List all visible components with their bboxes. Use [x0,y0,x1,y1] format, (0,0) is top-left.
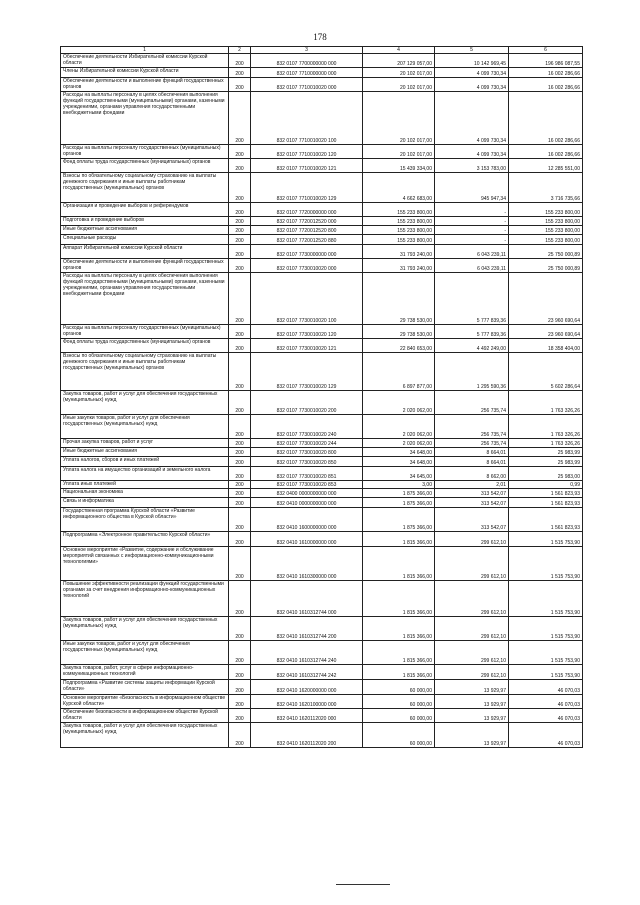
row-approved-amount-cell: 34 648,00 [363,457,435,467]
table-row [61,457,583,467]
table-row [61,695,583,709]
table-row [61,617,583,641]
row-executed-amount-cell: 313 542,07 [435,498,509,508]
header-cell: 5 [435,47,509,54]
row-executed-amount-cell: 13 929,97 [435,709,509,723]
row-name-cell: Расходы на выплаты персоналу в целях обеспечения выполнения функций государственными (муниципальными) органами, казенными учреждениями, органами управления государственными внебюджетными фондами [61,273,229,325]
row-approved-amount-cell: 20 102 017,00 [363,68,435,78]
row-executed-amount-cell: 256 735,74 [435,439,509,448]
row-approved-amount-cell: 31 793 240,00 [363,259,435,273]
row-name-cell: Фонд оплаты труда государственных (муниципальных) органов [61,339,229,353]
row-executed-amount-cell: 1 295 590,36 [435,353,509,391]
table-row [61,498,583,508]
row-remaining-amount-cell: 25 750 000,89 [509,259,583,273]
table-row [61,92,583,145]
table-row [61,78,583,92]
row-classification-code-cell: 832 0107 7730010020 244 [251,439,363,448]
row-name-cell: Обеспечение деятельности Избирательной комиссии Курской области [61,54,229,68]
row-name-cell: Расходы на выплаты персоналу в целях обеспечения выполнения функций государственными (муниципальными) органами, казенными учреждениями, органами управления государственными внебюджетными фондами [61,92,229,145]
row-remaining-amount-cell: 155 233 800,00 [509,203,583,217]
row-classification-code-cell: 832 0107 7730010020 853 [251,481,363,489]
row-approved-amount-cell: 20 102 017,00 [363,92,435,145]
row-budget-code-cell: 200 [229,489,251,498]
row-executed-amount-cell: 3 153 783,00 [435,159,509,173]
row-remaining-amount-cell: 12 285 551,00 [509,159,583,173]
row-remaining-amount-cell: 1 763 326,26 [509,391,583,415]
row-approved-amount-cell: 60 000,00 [363,695,435,709]
row-executed-amount-cell: 8 662,00 [435,467,509,481]
row-classification-code-cell: 832 0107 7730010020 200 [251,391,363,415]
row-name-cell: Связь и информатика [61,498,229,508]
row-executed-amount-cell: 13 929,97 [435,680,509,695]
row-remaining-amount-cell: 196 986 087,55 [509,54,583,68]
row-executed-amount-cell: 256 735,74 [435,415,509,439]
row-approved-amount-cell: 155 233 800,00 [363,217,435,226]
row-budget-code-cell: 200 [229,339,251,353]
row-classification-code-cell: 832 0410 0000000000 000 [251,498,363,508]
row-approved-amount-cell: 15 439 334,00 [363,159,435,173]
row-budget-code-cell: 200 [229,259,251,273]
row-budget-code-cell: 200 [229,439,251,448]
row-name-cell: Подпрограмма «Развитие системы защиты информации Курской области» [61,680,229,695]
row-classification-code-cell: 832 0107 7710010020 121 [251,159,363,173]
row-classification-code-cell: 832 0410 1610312744 242 [251,665,363,680]
table-row [61,353,583,391]
budget-execution-table [60,46,583,748]
row-classification-code-cell: 832 0107 7730010020 240 [251,415,363,439]
row-name-cell: Организация и проведение выборов и референдумов [61,203,229,217]
header-cell: 2 [229,47,251,54]
table-row [61,203,583,217]
table-row [61,173,583,203]
row-budget-code-cell: 200 [229,665,251,680]
row-budget-code-cell: 200 [229,203,251,217]
row-name-cell: Члены Избирательной комиссии Курской области [61,68,229,78]
row-executed-amount-cell: 299 612,10 [435,665,509,680]
row-classification-code-cell: 832 0107 7730010020 000 [251,259,363,273]
row-executed-amount-cell: 13 929,97 [435,723,509,748]
row-classification-code-cell: 832 0410 1620112020 200 [251,723,363,748]
row-remaining-amount-cell: 46 070,03 [509,709,583,723]
row-budget-code-cell: 200 [229,448,251,457]
row-approved-amount-cell: 1 875 366,00 [363,498,435,508]
row-approved-amount-cell: 31 793 240,00 [363,245,435,259]
row-classification-code-cell: 832 0410 1610312744 000 [251,581,363,617]
row-executed-amount-cell: 313 542,07 [435,489,509,498]
row-remaining-amount-cell: 25 983,00 [509,467,583,481]
row-remaining-amount-cell: 16 002 286,66 [509,145,583,159]
table-row [61,273,583,325]
row-approved-amount-cell: 1 815 366,00 [363,547,435,581]
row-remaining-amount-cell: 3 716 735,66 [509,173,583,203]
table-row [61,259,583,273]
row-classification-code-cell: 832 0107 7720012520 800 [251,226,363,235]
row-executed-amount-cell: 299 612,10 [435,617,509,641]
row-name-cell: Уплата налога на имущество организаций и земельного налога [61,467,229,481]
row-name-cell: Подготовка и проведение выборов [61,217,229,226]
row-budget-code-cell: 200 [229,273,251,325]
row-executed-amount-cell: 2,01 [435,481,509,489]
row-approved-amount-cell: 60 000,00 [363,680,435,695]
table-row [61,68,583,78]
row-approved-amount-cell: 1 815 366,00 [363,665,435,680]
row-budget-code-cell: 200 [229,245,251,259]
row-budget-code-cell: 200 [229,467,251,481]
row-name-cell: Расходы на выплаты персоналу государственных (муниципальных) органов [61,325,229,339]
row-remaining-amount-cell: 155 233 800,00 [509,217,583,226]
row-classification-code-cell: 832 0410 1620112020 000 [251,709,363,723]
table-row [61,415,583,439]
row-approved-amount-cell: 29 738 530,00 [363,273,435,325]
row-approved-amount-cell: 155 233 800,00 [363,203,435,217]
row-classification-code-cell: 832 0107 7730000000 000 [251,245,363,259]
table-row [61,581,583,617]
row-remaining-amount-cell: 25 750 000,89 [509,245,583,259]
row-budget-code-cell: 200 [229,78,251,92]
header-cell: 6 [509,47,583,54]
header-row [61,47,583,54]
row-budget-code-cell: 200 [229,391,251,415]
row-executed-amount-cell: - [435,203,509,217]
row-classification-code-cell: 832 0107 7730010020 100 [251,273,363,325]
row-classification-code-cell: 832 0410 1620000000 000 [251,680,363,695]
row-name-cell: Основное мероприятие «Безопасность в информационном обществе Курской области» [61,695,229,709]
row-budget-code-cell: 200 [229,481,251,489]
table-row [61,680,583,695]
table-row [61,641,583,665]
row-remaining-amount-cell: 16 002 286,66 [509,68,583,78]
row-classification-code-cell: 832 0400 0000000000 000 [251,489,363,498]
row-remaining-amount-cell: 1 763 326,26 [509,439,583,448]
table-row [61,448,583,457]
row-classification-code-cell: 832 0410 1600000000 000 [251,508,363,532]
row-budget-code-cell: 200 [229,617,251,641]
row-remaining-amount-cell: 16 002 286,66 [509,92,583,145]
row-approved-amount-cell: 2 020 062,00 [363,439,435,448]
row-budget-code-cell: 200 [229,457,251,467]
row-executed-amount-cell: 4 099 730,34 [435,145,509,159]
row-name-cell: Уплата иных платежей [61,481,229,489]
row-classification-code-cell: 832 0107 7730010020 850 [251,457,363,467]
row-approved-amount-cell: 1 815 366,00 [363,617,435,641]
row-budget-code-cell: 200 [229,68,251,78]
row-remaining-amount-cell: 1 515 753,90 [509,581,583,617]
row-classification-code-cell: 832 0410 1610312744 200 [251,617,363,641]
row-name-cell: Иные бюджетные ассигнования [61,448,229,457]
row-budget-code-cell: 200 [229,235,251,245]
row-remaining-amount-cell: 25 983,99 [509,448,583,457]
row-name-cell: Фонд оплаты труда государственных (муниципальных) органов [61,159,229,173]
row-remaining-amount-cell: 155 233 800,00 [509,226,583,235]
row-budget-code-cell: 200 [229,226,251,235]
row-remaining-amount-cell: 25 983,99 [509,457,583,467]
row-name-cell: Закупка товаров, работ и услуг для обеспечения государственных (муниципальных) нужд [61,391,229,415]
table-row [61,325,583,339]
row-approved-amount-cell: 1 815 366,00 [363,581,435,617]
table-row [61,217,583,226]
row-budget-code-cell: 200 [229,641,251,665]
row-approved-amount-cell: 6 897 877,00 [363,353,435,391]
row-executed-amount-cell: 5 777 839,36 [435,325,509,339]
row-name-cell: Уплата налогов, сборов и иных платежей [61,457,229,467]
row-name-cell: Прочая закупка товаров, работ и услуг [61,439,229,448]
row-executed-amount-cell: 4 099 730,34 [435,68,509,78]
row-classification-code-cell: 832 0410 1610300000 000 [251,547,363,581]
row-executed-amount-cell: 299 612,10 [435,532,509,547]
row-approved-amount-cell: 3,00 [363,481,435,489]
row-executed-amount-cell: 10 142 969,45 [435,54,509,68]
table-row [61,245,583,259]
row-name-cell: Закупка товаров, работ и услуг для обеспечения государственных (муниципальных) нужд [61,723,229,748]
row-budget-code-cell: 200 [229,581,251,617]
row-executed-amount-cell: 256 735,74 [435,391,509,415]
row-name-cell: Подпрограмма «Электронное правительство Курской области» [61,532,229,547]
table-row [61,547,583,581]
row-approved-amount-cell: 34 648,00 [363,448,435,457]
row-approved-amount-cell: 155 233 800,00 [363,235,435,245]
row-executed-amount-cell: - [435,226,509,235]
row-executed-amount-cell: 299 612,10 [435,641,509,665]
row-executed-amount-cell: 13 929,97 [435,695,509,709]
table-row [61,508,583,532]
table-row [61,723,583,748]
row-name-cell: Взносы по обязательному социальному страхованию на выплаты денежного содержания и иные выплаты работникам государственных (муниципальных) органов [61,173,229,203]
table-row [61,159,583,173]
page-number: 178 [313,32,327,42]
table-row [61,489,583,498]
row-remaining-amount-cell: 0,99 [509,481,583,489]
row-approved-amount-cell: 1 815 366,00 [363,532,435,547]
row-remaining-amount-cell: 155 233 800,00 [509,235,583,245]
row-budget-code-cell: 200 [229,680,251,695]
table-row [61,481,583,489]
row-budget-code-cell: 200 [229,92,251,145]
row-name-cell: Аппарат Избирательной комиссии Курской области [61,245,229,259]
row-budget-code-cell: 200 [229,723,251,748]
row-executed-amount-cell: 299 612,10 [435,581,509,617]
row-executed-amount-cell: 6 043 239,11 [435,259,509,273]
table-row [61,532,583,547]
table-row [61,54,583,68]
row-approved-amount-cell: 155 233 800,00 [363,226,435,235]
row-budget-code-cell: 200 [229,173,251,203]
table-row [61,665,583,680]
row-remaining-amount-cell: 1 515 753,90 [509,532,583,547]
table-row [61,339,583,353]
row-budget-code-cell: 200 [229,54,251,68]
row-approved-amount-cell: 1 815 366,00 [363,641,435,665]
row-classification-code-cell: 832 0107 7710010020 100 [251,92,363,145]
row-remaining-amount-cell: 46 070,03 [509,723,583,748]
row-name-cell: Обеспечение деятельности и выполнение функций государственных органов [61,78,229,92]
row-remaining-amount-cell: 5 602 286,64 [509,353,583,391]
row-name-cell: Иные закупки товаров, работ и услуг для обеспечения государственных (муниципальных) нужд [61,641,229,665]
row-remaining-amount-cell: 1 515 753,90 [509,547,583,581]
row-budget-code-cell: 200 [229,145,251,159]
row-approved-amount-cell: 207 129 057,00 [363,54,435,68]
row-classification-code-cell: 832 0410 1620100000 000 [251,695,363,709]
row-classification-code-cell: 832 0107 7730010020 129 [251,353,363,391]
row-approved-amount-cell: 4 662 683,00 [363,173,435,203]
row-name-cell: Повышение эффективности реализации функций государственными органами за счет внедрения информационно-коммуникационных технологий [61,581,229,617]
row-remaining-amount-cell: 16 002 286,66 [509,78,583,92]
row-name-cell: Обеспечение безопасности в информационном обществе Курской области [61,709,229,723]
row-budget-code-cell: 200 [229,217,251,226]
row-executed-amount-cell: 4 492 249,00 [435,339,509,353]
row-name-cell: Иные закупки товаров, работ и услуг для обеспечения государственных (муниципальных) нужд [61,415,229,439]
row-executed-amount-cell: 4 099 730,34 [435,78,509,92]
row-budget-code-cell: 200 [229,508,251,532]
row-remaining-amount-cell: 1 561 823,93 [509,489,583,498]
row-name-cell: Закупка товаров, работ, услуг в сфере информационно-коммуникационных технологий [61,665,229,680]
row-budget-code-cell: 200 [229,159,251,173]
table-row [61,439,583,448]
row-remaining-amount-cell: 46 070,03 [509,680,583,695]
row-remaining-amount-cell: 1 561 823,93 [509,498,583,508]
row-classification-code-cell: 832 0107 7720012520 000 [251,217,363,226]
row-executed-amount-cell: 5 777 839,36 [435,273,509,325]
footer-divider [336,884,390,885]
row-executed-amount-cell: 8 664,01 [435,448,509,457]
row-classification-code-cell: 832 0107 7710010020 129 [251,173,363,203]
row-remaining-amount-cell: 46 070,03 [509,695,583,709]
row-remaining-amount-cell: 1 515 753,90 [509,617,583,641]
row-executed-amount-cell: - [435,235,509,245]
row-executed-amount-cell: 8 664,01 [435,457,509,467]
row-remaining-amount-cell: 23 960 690,64 [509,273,583,325]
row-name-cell: Специальные расходы [61,235,229,245]
row-budget-code-cell: 200 [229,532,251,547]
table-body [61,54,583,748]
row-name-cell: Национальная экономика [61,489,229,498]
row-approved-amount-cell: 20 102 017,00 [363,78,435,92]
row-classification-code-cell: 832 0107 7710010020 120 [251,145,363,159]
header-cell: 4 [363,47,435,54]
table-row [61,709,583,723]
row-remaining-amount-cell: 1 763 326,26 [509,415,583,439]
row-classification-code-cell: 832 0410 1610000000 000 [251,532,363,547]
row-approved-amount-cell: 60 000,00 [363,723,435,748]
row-name-cell: Закупка товаров, работ и услуг для обеспечения государственных (муниципальных) нужд [61,617,229,641]
row-budget-code-cell: 200 [229,498,251,508]
row-remaining-amount-cell: 1 515 753,90 [509,641,583,665]
row-name-cell: Иные бюджетные ассигнования [61,226,229,235]
table-row [61,226,583,235]
header-cell: 3 [251,47,363,54]
row-name-cell: Взносы по обязательному социальному страхованию на выплаты денежного содержания и иные выплаты работникам государственных (муниципальных) органов [61,353,229,391]
row-approved-amount-cell: 22 840 653,00 [363,339,435,353]
row-classification-code-cell: 832 0107 7710000000 000 [251,68,363,78]
table-row [61,467,583,481]
row-budget-code-cell: 200 [229,353,251,391]
row-name-cell: Основное мероприятие «Развитие, содержание и обслуживание мероприятий связанных с информационно-коммуникационными технологиями» [61,547,229,581]
header-cell: 1 [61,47,229,54]
row-classification-code-cell: 832 0107 7720000000 000 [251,203,363,217]
row-name-cell: Государственная программа Курской области «Развитие информационного общества в Курской области» [61,508,229,532]
row-approved-amount-cell: 1 875 366,00 [363,489,435,498]
row-executed-amount-cell: 6 043 239,11 [435,245,509,259]
row-executed-amount-cell: - [435,217,509,226]
row-classification-code-cell: 832 0107 7730010020 800 [251,448,363,457]
row-name-cell: Обеспечение деятельности и выполнение функций государственных органов [61,259,229,273]
row-name-cell: Расходы на выплаты персоналу государственных (муниципальных) органов [61,145,229,159]
row-approved-amount-cell: 20 102 017,00 [363,145,435,159]
row-approved-amount-cell: 34 645,00 [363,467,435,481]
row-classification-code-cell: 832 0107 7710010020 000 [251,78,363,92]
row-approved-amount-cell: 2 020 062,00 [363,391,435,415]
table-row [61,235,583,245]
row-classification-code-cell: 832 0107 7700000000 000 [251,54,363,68]
table-row [61,391,583,415]
row-classification-code-cell: 832 0410 1610312744 240 [251,641,363,665]
row-classification-code-cell: 832 0107 7730010020 121 [251,339,363,353]
row-budget-code-cell: 200 [229,415,251,439]
row-classification-code-cell: 832 0107 7730010020 120 [251,325,363,339]
row-budget-code-cell: 200 [229,325,251,339]
row-approved-amount-cell: 2 020 062,00 [363,415,435,439]
row-approved-amount-cell: 60 000,00 [363,709,435,723]
row-executed-amount-cell: 313 542,07 [435,508,509,532]
table-row [61,145,583,159]
row-classification-code-cell: 832 0107 7730010020 851 [251,467,363,481]
row-remaining-amount-cell: 1 515 753,90 [509,665,583,680]
row-approved-amount-cell: 1 875 366,00 [363,508,435,532]
row-budget-code-cell: 200 [229,695,251,709]
row-remaining-amount-cell: 1 561 823,93 [509,508,583,532]
row-approved-amount-cell: 29 738 530,00 [363,325,435,339]
row-remaining-amount-cell: 23 960 690,64 [509,325,583,339]
row-executed-amount-cell: 945 947,34 [435,173,509,203]
row-budget-code-cell: 200 [229,709,251,723]
row-remaining-amount-cell: 18 358 404,00 [509,339,583,353]
row-executed-amount-cell: 4 099 730,34 [435,92,509,145]
row-classification-code-cell: 832 0107 7720012520 880 [251,235,363,245]
row-budget-code-cell: 200 [229,547,251,581]
row-executed-amount-cell: 299 612,10 [435,547,509,581]
